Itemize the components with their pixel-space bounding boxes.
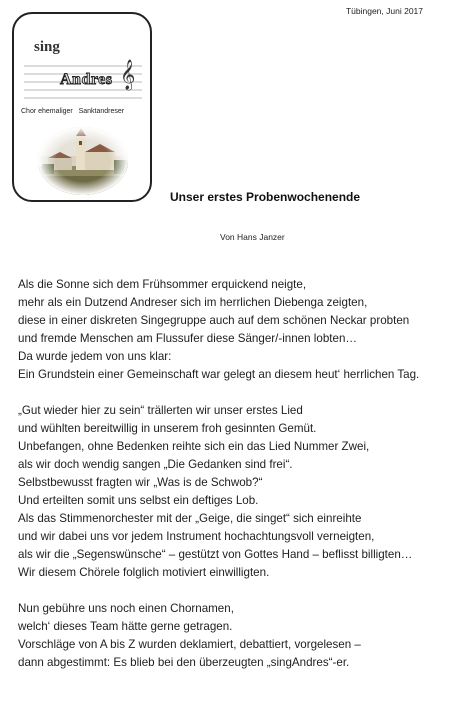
article-title: Unser erstes Probenwochenende xyxy=(170,190,361,204)
article-byline: Von Hans Janzer xyxy=(220,232,285,242)
poem-line: Als das Stimmenorchester mit der „Geige, die singet“ sich einreihte xyxy=(18,512,362,525)
poem-line: Ein Grundstein einer Gemeinschaft war gelegt an diesem heut‘ herrlichen Tag. xyxy=(18,368,420,381)
logo-subtitle: Chor ehemaliger Sanktandreser xyxy=(21,108,125,115)
poem-line: Wir diesem Chörele folglich motiviert einwilligten. xyxy=(18,566,270,579)
stanza-2 xyxy=(18,402,458,582)
poem-line: mehr als ein Dutzend Andreser sich im herrlichen Diebenga zeigten, xyxy=(18,296,368,309)
poem-line: dann abgestimmt: Es blieb bei den überzeugten „singAndres“-er. xyxy=(18,656,350,669)
treble-clef-icon: 𝄞 xyxy=(120,60,136,90)
poem-line: diese in einer diskreten Singegruppe auch auf dem schönen Neckar probten xyxy=(18,314,410,327)
poem-line: Und erteilten somit uns selbst ein deftiges Lob. xyxy=(18,494,259,507)
logo-word-andres: Andres xyxy=(60,71,113,88)
poem-line: Unbefangen, ohne Bedenken reihte sich ein das Lied Nummer Zwei, xyxy=(18,440,370,453)
poem-line: als wir die „Segenswünsche“ – gestützt von Gottes Hand – beflisst billigten… xyxy=(18,548,413,561)
poem-line: welch‘ dieses Team hätte gerne getragen. xyxy=(18,620,233,633)
stanza-3 xyxy=(18,600,458,672)
poem-line: und wir dabei uns vor jedem Instrument hochachtungsvoll verneigten, xyxy=(18,530,375,543)
church-photo xyxy=(38,126,128,196)
choir-logo xyxy=(12,12,152,202)
poem-line: „Gut wieder hier zu sein“ trällerten wir unser erstes Lied xyxy=(18,404,303,417)
poem-line: und fremde Menschen am Flussufer diese Sänger/-innen lobten… xyxy=(18,332,357,345)
poem-line: und wühlten bereitwillig in unserem froh gesinnten Gemüt. xyxy=(18,422,317,435)
poem-line: Als die Sonne sich dem Frühsommer erquickend neigte, xyxy=(18,278,307,291)
stanza-1 xyxy=(18,276,458,384)
poem-line: Da wurde jedem von uns klar: xyxy=(18,350,172,363)
poem-line: Vorschläge von A bis Z wurden deklamiert, debattiert, vorgelesen – xyxy=(18,638,361,651)
poem xyxy=(18,276,458,690)
date-line: Tübingen, Juni 2017 xyxy=(345,6,423,16)
poem-line: Selbstbewusst fragten wir „Was is de Schwob?“ xyxy=(18,476,263,489)
poem-line: Nun gebühre uns noch einen Chornamen, xyxy=(18,602,234,615)
poem-line: als wir doch wendig sangen „Die Gedanken sind frei“. xyxy=(18,458,293,471)
logo-word-sing: sing xyxy=(34,39,60,55)
